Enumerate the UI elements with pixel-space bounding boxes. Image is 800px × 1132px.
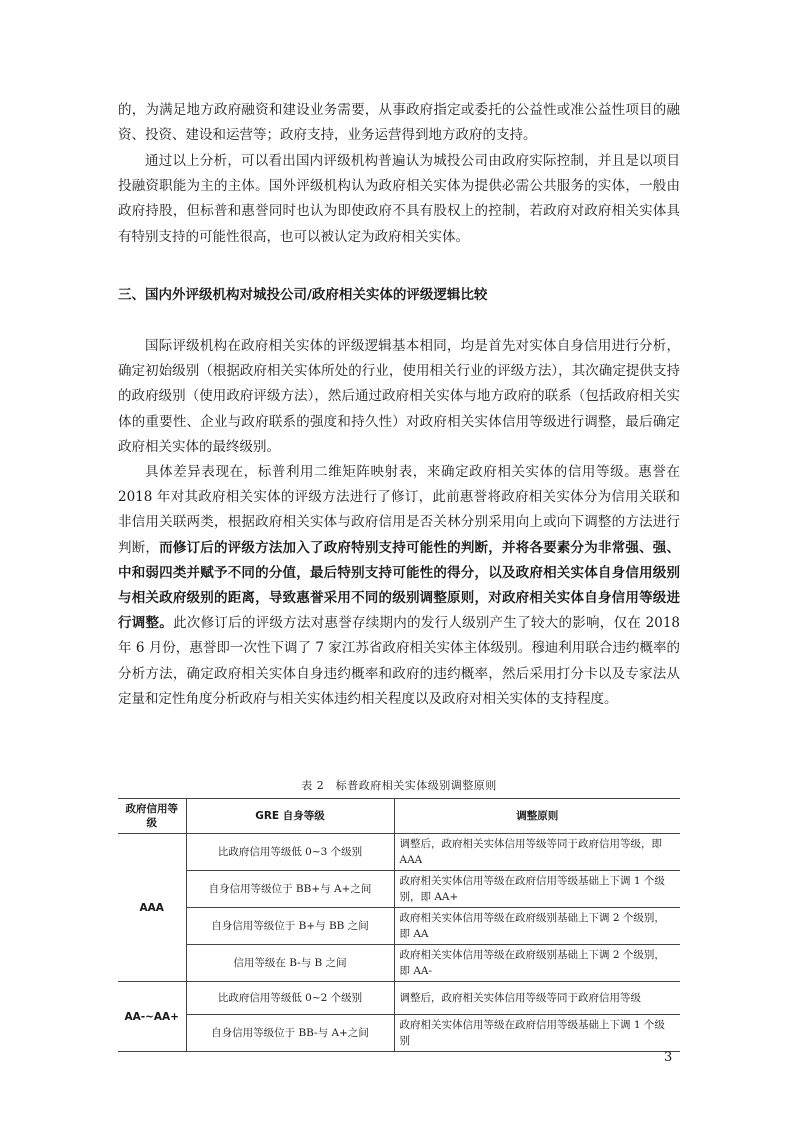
table-row <box>118 871 680 908</box>
paragraph-4-text-start: 具体差异表现在，标普利用二维矩阵映射表，来确定政府相关实体的信用等级。惠誉在2018 年对其政府相关实体的评级方法进行了修订，此前惠誉将政府相关实体分为信用关联和非信用关联两类，根据政府相关实体与政府信用是否关林分别采用向上或向下调整的方法进行判断， <box>118 464 680 556</box>
header-adjustment-rule: 调整原则 <box>394 799 680 834</box>
adjustment-rule-cell: 调整后，政府相关实体信用等级等同于政府信用等级 <box>394 982 680 1015</box>
header-gre-self-rating: GRE 自身等级 <box>186 799 394 834</box>
table-row <box>118 908 680 945</box>
paragraph-4 <box>118 460 680 712</box>
section-heading: 三、国内外评级机构对城投公司/政府相关实体的评级逻辑比较 <box>118 287 488 303</box>
page-number: 3 <box>664 1050 673 1065</box>
self-rating-cell: 自身信用等级位于 BB+与 A+之间 <box>186 871 394 908</box>
paragraph-4-bold-text: 而修订后的评级方法加入了政府特别支持可能性的判断，并将各要素分为非常强、强、中和弱四类并赋予不同的分值，最后特别支持可能性的得分，以及政府相关实体自身信用级别与相关政府级别的距离，导致惠誉采用不同的级别调整原则，对政府相关实体自身信用等级进行调整。 <box>118 539 681 632</box>
adjustment-rule-cell: 调整后，政府相关实体信用等级等同于政府信用等级，即 AAA <box>394 834 680 871</box>
table-row <box>118 982 680 1015</box>
adjustment-rule-cell: 政府相关实体信用等级在政府级别基础上下调 2 个级别，即 AA- <box>394 945 680 982</box>
table-caption: 表 2 标普政府相关实体级别调整原则 <box>301 779 497 792</box>
self-rating-cell: 信用等级在 B-与 B 之间 <box>186 945 394 982</box>
paragraph-4-text-end: 此次修订后的评级方法对惠誉存续期内的发行人级别产生了较大的影响，仅在 2018 年 6 月份，惠誉即一次性下调了 7 家江苏省政府相关实体主体级别。穆迪利用联合违约概率的分析方法，确定政府相关实体自身违约概率和政府的违约概率，然后采用打分卡以及专家法从定量和定性角度分析政府与相关实体违约相关程度以及政府对相关实体的支持程度。 <box>118 615 680 707</box>
header-government-rating: 政府信用等级 <box>118 799 186 834</box>
adjustment-rule-cell: 政府相关实体信用等级在政府级别基础上下调 2 个级别，即 AA <box>394 908 680 945</box>
paragraph-3: 国际评级机构在政府相关实体的评级逻辑基本相同，均是首先对实体自身信用进行分析，确定初始级别（根据政府相关实体所处的行业，使用相关行业的评级方法），其次确定提供支持的政府级别（使用政府评级方法），然后通过政府相关实体与地方政府的联系（包括政府相关实体的重要性、企业与政府联系的强度和持久性）对政府相关实体信用等级进行调整，最后确定政府相关实体的最终级别。 <box>118 338 680 455</box>
government-rating-cell: AAA <box>118 834 186 982</box>
table-header-row <box>118 799 680 834</box>
paragraph-2: 通过以上分析，可以看出国内评级机构普遍认为城投公司由政府实际控制，并且是以项目投融资职能为主的主体。国外评级机构认为政府相关实体为提供必需公共服务的实体，一般由政府持股，但标普和惠誉同时也认为即使政府不具有股权上的控制，若政府对政府相关实体具有特别支持的可能性很高，也可以被认定为政府相关实体。 <box>118 153 680 245</box>
adjustment-rule-cell: 政府相关实体信用等级在政府信用等级基础上下调 1 个级别 <box>394 1015 680 1052</box>
self-rating-cell: 比政府信用等级低 0~2 个级别 <box>186 982 394 1015</box>
paragraph-1: 的，为满足地方政府融资和建设业务需要，从事政府指定或委托的公益性或准公益性项目的融资、投资、建设和运营等；政府支持，业务运营得到地方政府的支持。 <box>118 102 680 144</box>
table-row <box>118 834 680 871</box>
table-row <box>118 945 680 982</box>
government-rating-cell: AA-~AA+ <box>118 982 186 1052</box>
self-rating-cell: 比政府信用等级低 0~3 个级别 <box>186 834 394 871</box>
gre-adjustment-table <box>118 798 680 1052</box>
self-rating-cell: 自身信用等级位于 B+与 BB 之间 <box>186 908 394 945</box>
table-row <box>118 1015 680 1052</box>
self-rating-cell: 自身信用等级位于 BB-与 A+之间 <box>186 1015 394 1052</box>
adjustment-rule-cell: 政府相关实体信用等级在政府信用等级基础上下调 1 个级别，即 AA+ <box>394 871 680 908</box>
